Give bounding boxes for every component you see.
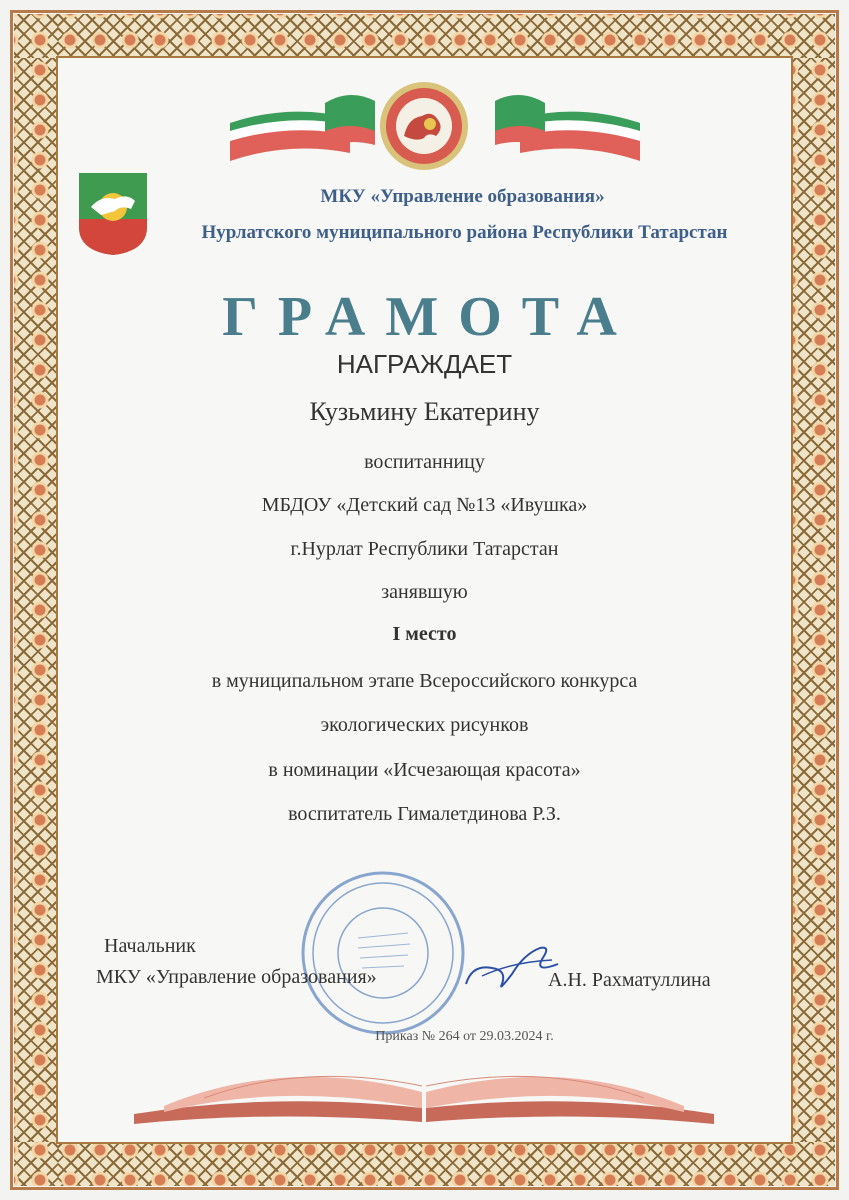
nomination: в номинации «Исчезающая красота» — [268, 759, 581, 781]
position-line-1: Начальник — [104, 935, 196, 957]
took-text: занявшую — [381, 581, 468, 603]
teacher: воспитатель Гималетдинова Р.З. — [288, 803, 561, 825]
tatarstan-emblem-icon — [368, 80, 480, 172]
awards-heading: НАГРАЖДАЕТ — [336, 349, 513, 379]
signature-icon — [462, 934, 562, 994]
nurlat-coat-of-arms-icon — [77, 171, 149, 257]
certificate-title: ГРАМОТА — [222, 286, 637, 348]
org-line-2: Нурлатского муниципального района Республики Татарстан — [201, 222, 728, 243]
place: I место — [392, 623, 457, 645]
signer-name: А.Н. Рахматуллина — [548, 969, 711, 991]
recipient-name: Кузьмину Екатерину — [309, 397, 540, 426]
order-number: Приказ № 264 от 29.03.2024 г. — [375, 1029, 554, 1044]
position-line-2: МКУ «Управление образования» — [96, 966, 377, 988]
recipient-role: воспитанницу — [364, 451, 485, 473]
official-stamp-icon — [298, 868, 468, 1038]
org-line-1: МКУ «Управление образования» — [320, 186, 605, 207]
event-line-2: экологических рисунков — [320, 714, 529, 736]
open-book-icon — [124, 1052, 724, 1124]
event-line-1: в муниципальном этапе Всероссийского конкурса — [211, 670, 638, 692]
institution: МБДОУ «Детский сад №13 «Ивушка» — [261, 494, 588, 516]
city: г.Нурлат Республики Татарстан — [290, 538, 559, 560]
